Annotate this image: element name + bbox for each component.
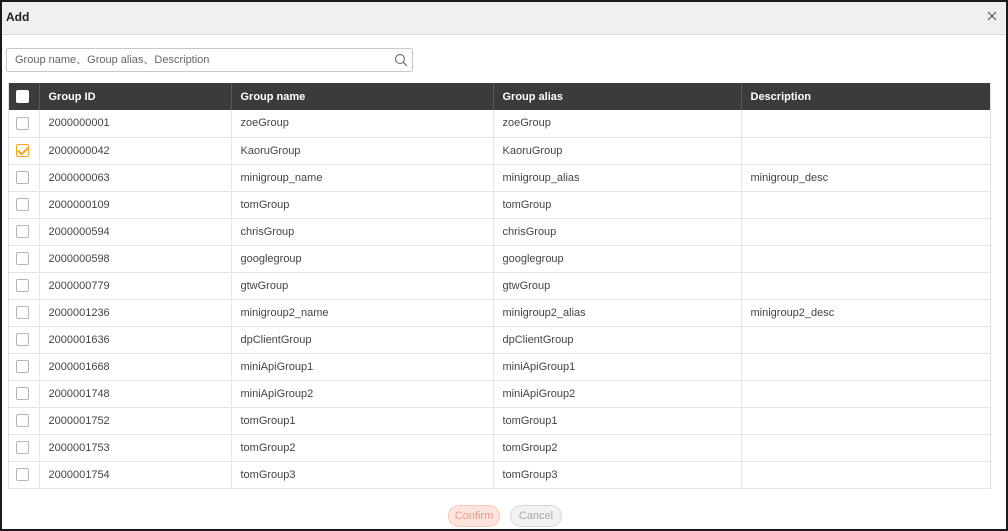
cell-group-name: miniApiGroup2 <box>231 380 493 407</box>
row-checkbox-cell <box>9 434 39 461</box>
row-checkbox[interactable] <box>16 198 29 211</box>
cell-group-name: chrisGroup <box>231 218 493 245</box>
table-row[interactable] <box>9 380 991 407</box>
table-row[interactable] <box>9 272 991 299</box>
cell-group-alias: zoeGroup <box>493 110 741 137</box>
table-row[interactable] <box>9 191 991 218</box>
cell-group-name: tomGroup3 <box>231 461 493 488</box>
row-checkbox[interactable] <box>16 117 29 130</box>
cell-group-id: 2000001754 <box>39 461 231 488</box>
table-row[interactable] <box>9 434 991 461</box>
row-checkbox[interactable] <box>16 279 29 292</box>
cell-group-name <box>231 488 493 489</box>
row-checkbox-cell <box>9 218 39 245</box>
group-table-container[interactable] <box>8 83 991 489</box>
row-checkbox-cell <box>9 299 39 326</box>
row-checkbox[interactable] <box>16 414 29 427</box>
cell-group-name: minigroup2_name <box>231 299 493 326</box>
cell-description <box>741 137 991 164</box>
row-checkbox[interactable] <box>16 225 29 238</box>
cell-group-id: 2000001236 <box>39 299 231 326</box>
cell-group-name: zoeGroup <box>231 110 493 137</box>
row-checkbox-cell <box>9 353 39 380</box>
cell-group-id: 2000001636 <box>39 326 231 353</box>
cell-group-alias <box>493 488 741 489</box>
table-row[interactable] <box>9 164 991 191</box>
table-row[interactable] <box>9 218 991 245</box>
column-header-description[interactable]: Description <box>750 90 812 103</box>
table-row[interactable] <box>9 461 991 488</box>
cell-group-alias: miniApiGroup2 <box>493 380 741 407</box>
row-checkbox-cell <box>9 110 39 137</box>
cell-group-id: 2000001753 <box>39 434 231 461</box>
cell-group-alias: tomGroup3 <box>493 461 741 488</box>
row-checkbox-cell <box>9 164 39 191</box>
confirm-button[interactable]: Confirm <box>448 505 500 527</box>
row-checkbox-cell <box>9 407 39 434</box>
dialog-header <box>2 2 1006 35</box>
cell-description <box>741 218 991 245</box>
table-row[interactable] <box>9 137 991 164</box>
row-checkbox-cell <box>9 461 39 488</box>
row-checkbox-cell <box>9 272 39 299</box>
cell-description <box>741 272 991 299</box>
close-icon[interactable] <box>984 8 1000 24</box>
search-box <box>6 48 413 72</box>
cell-group-name: gtwGroup <box>231 272 493 299</box>
row-checkbox[interactable] <box>16 306 29 319</box>
row-checkbox[interactable] <box>16 387 29 400</box>
cell-group-alias: minigroup_alias <box>493 164 741 191</box>
cell-group-id: 2000000109 <box>39 191 231 218</box>
cell-group-name: minigroup_name <box>231 164 493 191</box>
cell-group-alias: chrisGroup <box>493 218 741 245</box>
select-all-checkbox[interactable] <box>16 90 29 103</box>
cancel-button[interactable]: Cancel <box>510 505 562 527</box>
cell-description: minigroup_desc <box>741 164 991 191</box>
cell-group-alias: tomGroup2 <box>493 434 741 461</box>
row-checkbox[interactable] <box>16 441 29 454</box>
table-row[interactable] <box>9 110 991 137</box>
cell-group-name: KaoruGroup <box>231 137 493 164</box>
cell-group-id: 2000000001 <box>39 110 231 137</box>
cell-group-id: 2000001748 <box>39 380 231 407</box>
cell-group-alias: tomGroup <box>493 191 741 218</box>
row-checkbox[interactable] <box>16 171 29 184</box>
cell-description <box>741 191 991 218</box>
cell-group-alias: miniApiGroup1 <box>493 353 741 380</box>
column-header-group-id[interactable]: Group ID <box>39 83 231 110</box>
cell-group-id: 2000001668 <box>39 353 231 380</box>
table-header-row <box>9 83 991 110</box>
group-table <box>9 83 991 489</box>
row-checkbox[interactable] <box>16 468 29 481</box>
cell-group-alias: dpClientGroup <box>493 326 741 353</box>
row-checkbox-cell <box>9 245 39 272</box>
cell-group-name: dpClientGroup <box>231 326 493 353</box>
row-checkbox-cell <box>9 191 39 218</box>
cell-group-alias: gtwGroup <box>493 272 741 299</box>
cell-group-id: 2000000598 <box>39 245 231 272</box>
table-row[interactable] <box>9 407 991 434</box>
cell-group-alias: googlegroup <box>493 245 741 272</box>
row-checkbox[interactable] <box>16 144 29 157</box>
cell-group-name: tomGroup1 <box>231 407 493 434</box>
cell-group-id: 2000000594 <box>39 218 231 245</box>
row-checkbox-cell <box>9 380 39 407</box>
cell-group-alias: KaoruGroup <box>493 137 741 164</box>
row-checkbox-cell <box>9 488 39 489</box>
row-checkbox[interactable] <box>16 333 29 346</box>
cell-description <box>741 434 991 461</box>
table-row[interactable] <box>9 488 991 489</box>
search-input[interactable] <box>7 49 387 71</box>
cell-group-alias: minigroup2_alias <box>493 299 741 326</box>
column-header-group-name[interactable]: Group name <box>231 83 493 110</box>
cell-group-alias: tomGroup1 <box>493 407 741 434</box>
cell-group-name: googlegroup <box>231 245 493 272</box>
cell-group-id <box>39 488 231 489</box>
table-row[interactable] <box>9 326 991 353</box>
column-header-group-alias[interactable]: Group alias <box>493 83 741 110</box>
cell-group-name: tomGroup <box>231 191 493 218</box>
row-checkbox[interactable] <box>16 252 29 265</box>
dialog-title: Add <box>6 10 30 24</box>
cell-description <box>741 488 991 489</box>
cell-group-id: 2000000042 <box>39 137 231 164</box>
table-row[interactable] <box>9 299 991 326</box>
cell-description <box>741 461 991 488</box>
cell-description <box>741 380 991 407</box>
row-checkbox-cell <box>9 326 39 353</box>
cell-description <box>741 245 991 272</box>
table-row[interactable] <box>9 245 991 272</box>
cell-description <box>741 326 991 353</box>
row-checkbox[interactable] <box>16 360 29 373</box>
cell-group-name: tomGroup2 <box>231 434 493 461</box>
cell-description <box>741 110 991 137</box>
cell-group-id: 2000001752 <box>39 407 231 434</box>
row-checkbox-cell <box>9 137 39 164</box>
table-row[interactable] <box>9 353 991 380</box>
cell-description: minigroup2_desc <box>741 299 991 326</box>
cell-description <box>741 407 991 434</box>
search-icon[interactable] <box>393 52 409 68</box>
select-all-cell <box>9 83 39 110</box>
cell-description <box>741 353 991 380</box>
cell-group-id: 2000000779 <box>39 272 231 299</box>
cell-group-id: 2000000063 <box>39 164 231 191</box>
cell-group-name: miniApiGroup1 <box>231 353 493 380</box>
